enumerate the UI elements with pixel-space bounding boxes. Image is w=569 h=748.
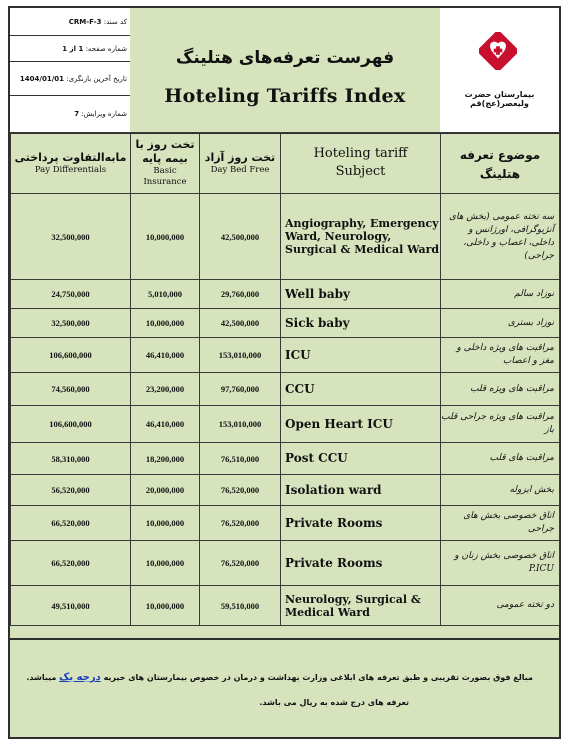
review-date-label: تاریخ آخرین بازنگری: [66,74,127,83]
table-row [11,194,560,280]
free-cell: 153,010,000 [200,338,281,373]
table-header-row [11,133,560,194]
subject-cell: Private Rooms [281,541,441,586]
pay-cell: 58,310,000 [11,443,131,475]
pay-cell: 32,500,000 [11,309,131,338]
subject-cell: Isolation ward [281,475,441,506]
subject-cell: Angiography, Emergency Ward, Neurology, Surgical & Medical Ward [281,194,441,280]
col-ins-en-2: Insurance [143,177,187,187]
footer-line-1-b: میباشد. [26,673,57,682]
table-row [11,506,560,541]
pay-cell: 56,520,000 [11,475,131,506]
col-ins-en-1: Basic [153,166,177,176]
col-pay-differentials [11,133,131,194]
pay-cell: 66,520,000 [11,506,131,541]
subject-fa-cell: اتاق خصوصی بخش های جراحی [441,506,560,541]
col-basic-insurance [131,133,200,194]
ins-cell: 23,200,000 [131,373,200,406]
free-cell: 42,500,000 [200,194,281,280]
footer-notes [10,638,559,739]
doc-code-row [10,8,130,36]
table-row [11,309,560,338]
col-subj-en-1: Hoteling tariff [313,146,408,161]
subject-fa-cell: نوزاد سالم [441,280,560,309]
col-ins-fa: تخت روز با بیمه پایه [135,138,195,165]
review-date-row [10,62,130,96]
ins-cell: 10,000,000 [131,309,200,338]
table-row [11,280,560,309]
subject-fa-cell: مراقبت های ویژه داخلی و مغز و اعصاب [441,338,560,373]
col-subj-fa: موضوع تعرفه هتلینگ [459,148,541,181]
pay-cell: 106,600,000 [11,406,131,443]
ins-cell: 20,000,000 [131,475,200,506]
subject-fa-cell: سه تخته عمومی (بخش های آنژیوگرافی، اورژانس و داخلی، اعصاب و داخلی، جراحی) [441,194,560,280]
title-box [130,8,442,132]
document-header [10,8,559,134]
subject-cell: Open Heart ICU [281,406,441,443]
col-pay-en: Pay Differentials [34,164,107,175]
subject-fa-cell: مراقبت های قلب [441,443,560,475]
review-date: 1404/01/01 [19,74,64,83]
title-persian: فهرست تعرفه‌های هتلینگ [175,48,395,68]
ins-cell: 46,410,000 [131,338,200,373]
document-meta-box [10,8,132,132]
subject-cell: Sick baby [281,309,441,338]
table-row [11,373,560,406]
revision-value: 7 [74,110,80,118]
free-cell: 76,520,000 [200,541,281,586]
ins-cell: 10,000,000 [131,194,200,280]
table-row [11,338,560,373]
revision-label: شماره ویرایش: [81,110,127,118]
doc-code: CRM-F-3 [68,17,102,26]
ins-cell: 18,200,000 [131,443,200,475]
document-frame [8,6,561,739]
pay-cell: 32,500,000 [11,194,131,280]
table-row [11,443,560,475]
hospital-logo-icon [479,32,517,70]
col-subject-fa [441,133,560,194]
footer-line-1-a: مبالغ فوق بصورت تقریبی و طبق تعرفه های ابلاغی وزارت بهداشت و درمان در خصوص بیمارستان های خیریه [103,673,533,682]
hospital-name: بیمارستان حضرت ولیعصر(عج)قم [464,90,535,108]
pay-cell: 66,520,000 [11,541,131,586]
revision-row [10,96,130,132]
page-value: 1 از 1 [62,44,84,53]
subject-cell: Neurology, Surgical & Medical Ward [281,586,441,626]
subject-fa-cell: مراقبت های ویژه قلب [441,373,560,406]
free-cell: 76,520,000 [200,475,281,506]
subject-cell: CCU [281,373,441,406]
table-row [11,541,560,586]
col-free-fa: تخت روز آزاد [204,150,276,164]
tariffs-table [10,132,560,626]
subject-cell: Post CCU [281,443,441,475]
ins-cell: 10,000,000 [131,586,200,626]
ins-cell: 46,410,000 [131,406,200,443]
free-cell: 76,520,000 [200,506,281,541]
col-pay-fa: مابه‌التفاوت پرداختی [14,150,127,164]
subject-fa-cell: نوزاد بستری [441,309,560,338]
ins-cell: 10,000,000 [131,541,200,586]
subject-cell: ICU [281,338,441,373]
page-row [10,36,130,62]
free-cell: 29,760,000 [200,280,281,309]
footer-line-2: تعرفه های درج شده به ریال می باشد. [259,698,409,707]
subject-fa-cell: اتاق خصوصی بخش زنان و P.ICU [441,541,560,586]
table-row [11,406,560,443]
free-cell: 42,500,000 [200,309,281,338]
footer-line-1 [20,672,533,683]
col-subject-en [281,133,441,194]
table-row [11,586,560,626]
col-subj-en-2: Subject [335,164,386,179]
free-cell: 153,010,000 [200,406,281,443]
pay-cell: 24,750,000 [11,280,131,309]
title-english: Hoteling Tariffs Index [164,85,406,107]
subject-cell: Private Rooms [281,506,441,541]
subject-fa-cell: دو تخته عمومی [441,586,560,626]
pay-cell: 49,510,000 [11,586,131,626]
ins-cell: 5,010,000 [131,280,200,309]
subject-fa-cell: مراقبت های ویژه جراحی قلب باز [441,406,560,443]
ins-cell: 10,000,000 [131,506,200,541]
page-label: شماره صفحه: [85,44,127,53]
doc-code-label: کد سند: [103,17,127,26]
footer-highlight: درجه یک [59,672,101,683]
subject-fa-cell: بخش ایزوله [441,475,560,506]
col-free-en: Day Bed Free [210,164,270,175]
table-row [11,475,560,506]
pay-cell: 74,560,000 [11,373,131,406]
free-cell: 59,510,000 [200,586,281,626]
free-cell: 76,510,000 [200,443,281,475]
subject-cell: Well baby [281,280,441,309]
col-day-bed-free [200,133,281,194]
pay-cell: 106,600,000 [11,338,131,373]
hospital-logo-box [440,8,559,132]
free-cell: 97,760,000 [200,373,281,406]
